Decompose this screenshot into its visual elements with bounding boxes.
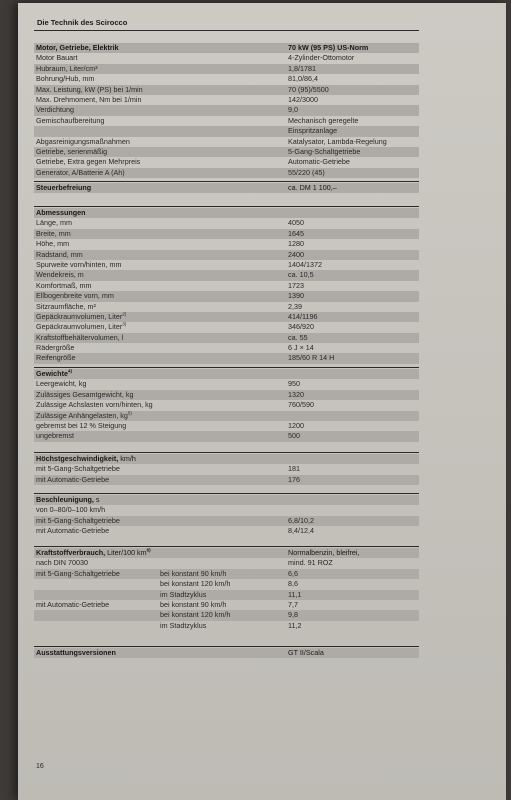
section-heading-row — [34, 369, 419, 379]
spec-label — [36, 379, 86, 389]
spec-row — [34, 322, 419, 332]
section-rule — [34, 646, 419, 647]
spec-label — [36, 95, 141, 105]
spec-condition: bei konstant 90 km/h — [160, 599, 227, 609]
section-heading — [36, 369, 72, 379]
section-heading — [36, 454, 136, 464]
spec-label — [36, 600, 109, 610]
footnote-marker: 2) — [122, 311, 127, 317]
spec-row — [34, 116, 419, 126]
spec-label — [36, 400, 153, 410]
spec-label — [36, 137, 130, 147]
spec-row — [34, 558, 419, 568]
spec-row — [34, 600, 419, 610]
section-heading-row — [34, 454, 419, 464]
spec-label — [36, 168, 125, 178]
spec-value: 6,8/10,2 — [288, 515, 314, 525]
spec-row — [34, 270, 419, 280]
spec-value: 70 (95)/5500 — [288, 84, 329, 94]
spec-label — [36, 558, 88, 568]
spec-value: 2400 — [288, 249, 304, 259]
label-text: mit 5-Gang-Schaltgetriebe — [36, 568, 120, 578]
spec-value: 1645 — [288, 228, 304, 238]
spec-row — [34, 95, 419, 105]
spec-value: 500 — [288, 431, 300, 441]
spec-row — [34, 333, 419, 343]
spec-row — [34, 291, 419, 301]
footnote-marker: 3) — [122, 321, 127, 327]
spec-label — [36, 291, 114, 301]
section-heading-row — [34, 548, 419, 558]
spec-value: Katalysator, Lambda-Regelung — [288, 136, 387, 146]
spec-label — [36, 390, 133, 400]
title-rule — [34, 30, 419, 31]
label-text: Hubraum, Liter/cm³ — [36, 63, 98, 73]
section-rule — [34, 206, 419, 207]
section-heading — [36, 548, 151, 558]
label-text: gebremst bei 12 % Steigung — [36, 420, 127, 430]
spec-row — [34, 126, 419, 136]
spec-row — [34, 526, 419, 536]
footnote-marker: 5) — [127, 410, 132, 416]
label-text: Höhe, mm — [36, 239, 70, 249]
spec-row — [34, 579, 419, 589]
spec-label — [36, 64, 98, 74]
label-text: Ellbogenbreite vorn, mm — [36, 291, 114, 301]
spec-value: 70 kW (95 PS) US-Norm — [288, 43, 369, 52]
label-text: mit Automatic-Getriebe — [36, 526, 110, 536]
spec-row — [34, 229, 419, 239]
spec-row — [34, 379, 419, 389]
label-text: Wendekreis, m — [36, 270, 84, 280]
section-rule — [34, 546, 419, 547]
footnote-marker: 6) — [146, 547, 151, 553]
spec-label — [36, 431, 74, 441]
footnote-marker: 4) — [67, 368, 72, 374]
spec-row — [34, 421, 419, 431]
spec-row — [34, 157, 419, 167]
spec-label — [36, 270, 84, 280]
spec-row — [34, 260, 419, 270]
section-beschl — [34, 495, 419, 537]
spec-value: Automatic-Getriebe — [288, 157, 350, 167]
label-text: Rädergröße — [36, 343, 75, 353]
label-text: Leergewicht, kg — [36, 379, 87, 389]
section-rule — [34, 452, 419, 453]
spec-label — [36, 260, 122, 270]
spec-row — [34, 302, 419, 312]
spec-value: 9,8 — [288, 610, 298, 620]
spec-label — [36, 475, 109, 485]
spec-row — [34, 411, 419, 421]
spec-row — [34, 147, 419, 157]
spec-value: 5-Gang-Schaltgetriebe — [288, 146, 361, 156]
spec-value: 414/1196 — [288, 311, 318, 321]
spec-row — [34, 105, 419, 115]
spec-row — [34, 218, 419, 228]
label-text: Breite, mm — [36, 228, 71, 238]
spec-value: 8,4/12,4 — [288, 526, 314, 536]
spec-row — [34, 137, 419, 147]
spec-value: 6,6 — [288, 568, 298, 578]
spec-row — [34, 85, 419, 95]
label-text: Höchstgeschwindigkeit, — [36, 454, 119, 463]
spec-row — [34, 505, 419, 515]
label-text: Zulässige Anhängelasten, kg — [36, 410, 128, 420]
label-text: von 0–80/0–100 km/h — [36, 505, 106, 515]
spec-label — [36, 281, 92, 291]
label-text: Zulässiges Gesamtgewicht, kg — [36, 389, 134, 399]
spec-row — [34, 353, 419, 363]
page-title: Die Technik des Scirocco — [37, 18, 128, 27]
section-ausstattung — [34, 648, 419, 658]
spec-value: 4-Zylinder-Ottomotor — [288, 53, 355, 63]
label-text: Ausstattungsversionen — [36, 648, 116, 657]
label-text: Kraftstoffbehältervolumen, l — [36, 332, 124, 342]
spec-value: 950 — [288, 379, 300, 389]
spec-value: 1280 — [288, 239, 304, 249]
label-text: mit 5-Gang-Schaltgetriebe — [36, 515, 120, 525]
spec-value: 185/60 R 14 H — [288, 353, 335, 363]
spec-value: 7,7 — [288, 599, 298, 609]
spec-value: Einspritzanlage — [288, 126, 338, 136]
spec-label — [36, 569, 120, 579]
section-hoechst — [34, 454, 419, 485]
spec-label — [36, 421, 126, 431]
spec-value: 55/220 (45) — [288, 167, 325, 177]
spec-row — [34, 464, 419, 474]
section-heading — [36, 43, 119, 53]
spec-value: 11,2 — [288, 620, 302, 630]
unit-text: Liter/100 km — [105, 548, 147, 557]
label-text: Beschleunigung, — [36, 495, 94, 504]
spec-label — [36, 505, 105, 515]
spec-value: 11,1 — [288, 589, 302, 599]
spec-row — [34, 475, 419, 485]
spec-label — [36, 516, 120, 526]
spec-value: Normalbenzin, bleifrei, — [288, 548, 360, 557]
spec-value: 1200 — [288, 420, 304, 430]
label-text: Getriebe, Extra gegen Mehrpreis — [36, 157, 141, 167]
label-text: Bohrung/Hub, mm — [36, 74, 95, 84]
label-text: Reifengröße — [36, 353, 76, 363]
spec-row — [34, 250, 419, 260]
label-text: Spurweite vorn/hinten, mm — [36, 259, 122, 269]
spec-value: GT II/Scala — [288, 648, 324, 657]
section-rule — [34, 181, 419, 182]
label-text: Komfortmaß, mm — [36, 280, 92, 290]
section-abmessungen — [34, 208, 419, 364]
label-text: Länge, mm — [36, 218, 72, 228]
spec-row — [34, 621, 419, 631]
spec-row — [34, 390, 419, 400]
spec-value: 181 — [288, 464, 300, 474]
section-heading-row — [34, 43, 419, 53]
label-text: mit Automatic-Getriebe — [36, 599, 110, 609]
label-text: Max. Leistung, kW (PS) bei 1/min — [36, 84, 143, 94]
spec-label — [36, 74, 94, 84]
spec-label — [36, 116, 104, 126]
spec-label — [36, 250, 83, 260]
spec-row — [34, 312, 419, 322]
spec-label — [36, 464, 120, 474]
label-text: Sitzraumfläche, m² — [36, 301, 96, 311]
label-text: Gepäckraumvolumen, Liter — [36, 322, 123, 332]
section-motor — [34, 43, 419, 178]
spec-label — [36, 353, 76, 363]
spec-label — [36, 229, 71, 239]
unit-text: km/h — [118, 454, 136, 463]
label-text: Getriebe, serienmäßig — [36, 146, 108, 156]
spec-label — [36, 526, 109, 536]
label-text: Abgasreinigungsmaßnahmen — [36, 136, 130, 146]
spec-label — [36, 53, 78, 63]
label-text: Gewichte — [36, 369, 68, 378]
spec-value: 346/920 — [288, 322, 314, 332]
spec-value: 1390 — [288, 291, 304, 301]
spec-row — [34, 516, 419, 526]
spec-label — [36, 218, 72, 228]
label-text: Zulässige Achslasten vorn/hinten, kg — [36, 400, 153, 410]
document-page — [18, 3, 506, 800]
label-text: Gemischaufbereitung — [36, 115, 105, 125]
spec-value: 4050 — [288, 218, 304, 228]
label-text: ungebremst — [36, 431, 74, 441]
spec-row — [34, 569, 419, 579]
unit-text: s — [93, 495, 100, 504]
spec-row — [34, 239, 419, 249]
spec-value: ca. 55 — [288, 332, 308, 342]
spec-value: 1,8/1781 — [288, 63, 316, 73]
spec-row — [34, 400, 419, 410]
label-text: Motor Bauart — [36, 53, 78, 63]
page-number: 16 — [36, 763, 44, 770]
label-text: nach DIN 70030 — [36, 558, 88, 568]
label-text: Steuerbefreiung — [36, 183, 92, 192]
spec-label — [36, 157, 140, 167]
label-text: mit Automatic-Getriebe — [36, 474, 110, 484]
label-text: Radstand, mm — [36, 249, 83, 259]
spec-label — [36, 85, 143, 95]
spec-value: 9,0 — [288, 105, 298, 115]
spec-value: 81,0/86,4 — [288, 74, 318, 84]
spec-row — [34, 64, 419, 74]
section-rule — [34, 367, 419, 368]
section-steuer — [34, 183, 419, 193]
spec-label — [36, 411, 132, 421]
spec-row — [34, 168, 419, 178]
section-gewichte — [34, 369, 419, 442]
spec-label — [36, 343, 74, 353]
spec-condition: bei konstant 90 km/h — [160, 568, 227, 578]
spec-row — [34, 281, 419, 291]
section-rule — [34, 493, 419, 494]
spec-value: 760/590 — [288, 400, 314, 410]
label-text: Abmessungen — [36, 208, 86, 217]
spec-row — [34, 610, 419, 620]
spec-label — [36, 312, 126, 322]
spec-value: Mechanisch geregelte — [288, 115, 359, 125]
label-text: Gepäckraumvolumen, Liter — [36, 311, 123, 321]
spec-value: 8,6 — [288, 579, 298, 589]
spec-row — [34, 74, 419, 84]
spec-condition: bei konstant 120 km/h — [160, 579, 231, 589]
spec-condition: im Stadtzyklus — [160, 589, 207, 599]
spec-value: ca. 10,5 — [288, 270, 314, 280]
spec-condition: im Stadtzyklus — [160, 620, 207, 630]
section-kraftstoff — [34, 548, 419, 631]
spec-condition: bei konstant 120 km/h — [160, 610, 231, 620]
spec-label — [36, 333, 123, 343]
spec-value: ca. DM 1 100,– — [288, 183, 337, 192]
section-heading-row — [34, 495, 419, 505]
spec-value: 142/3000 — [288, 94, 318, 104]
spec-label — [36, 239, 69, 249]
spec-value: mind. 91 ROZ — [288, 558, 333, 568]
spec-row — [34, 431, 419, 441]
spec-value: 1723 — [288, 280, 304, 290]
spec-value: 1320 — [288, 389, 304, 399]
section-heading — [36, 495, 100, 505]
spec-value: 6 J × 14 — [288, 343, 314, 353]
label-text: Generator, A/Batterie A (Ah) — [36, 167, 125, 177]
section-heading-row — [34, 183, 419, 193]
spec-label — [36, 302, 96, 312]
spec-label — [36, 105, 74, 115]
spec-label — [36, 322, 126, 332]
spec-value: 1404/1372 — [288, 259, 322, 269]
spec-row — [34, 53, 419, 63]
spec-value: 176 — [288, 474, 300, 484]
section-heading-row — [34, 648, 419, 658]
label-text: Kraftstoffverbrauch, — [36, 548, 106, 557]
spec-label — [36, 147, 107, 157]
label-text: Motor, Getriebe, Elektrik — [36, 43, 119, 52]
section-heading — [36, 183, 91, 193]
section-heading — [36, 648, 116, 658]
label-text: Max. Drehmoment, Nm bei 1/min — [36, 94, 142, 104]
spec-value: 2,39 — [288, 301, 302, 311]
label-text: Verdichtung — [36, 105, 74, 115]
spec-row — [34, 343, 419, 353]
section-heading — [36, 208, 86, 218]
label-text: mit 5-Gang-Schaltgetriebe — [36, 464, 120, 474]
section-heading-row — [34, 208, 419, 218]
spec-row — [34, 590, 419, 600]
